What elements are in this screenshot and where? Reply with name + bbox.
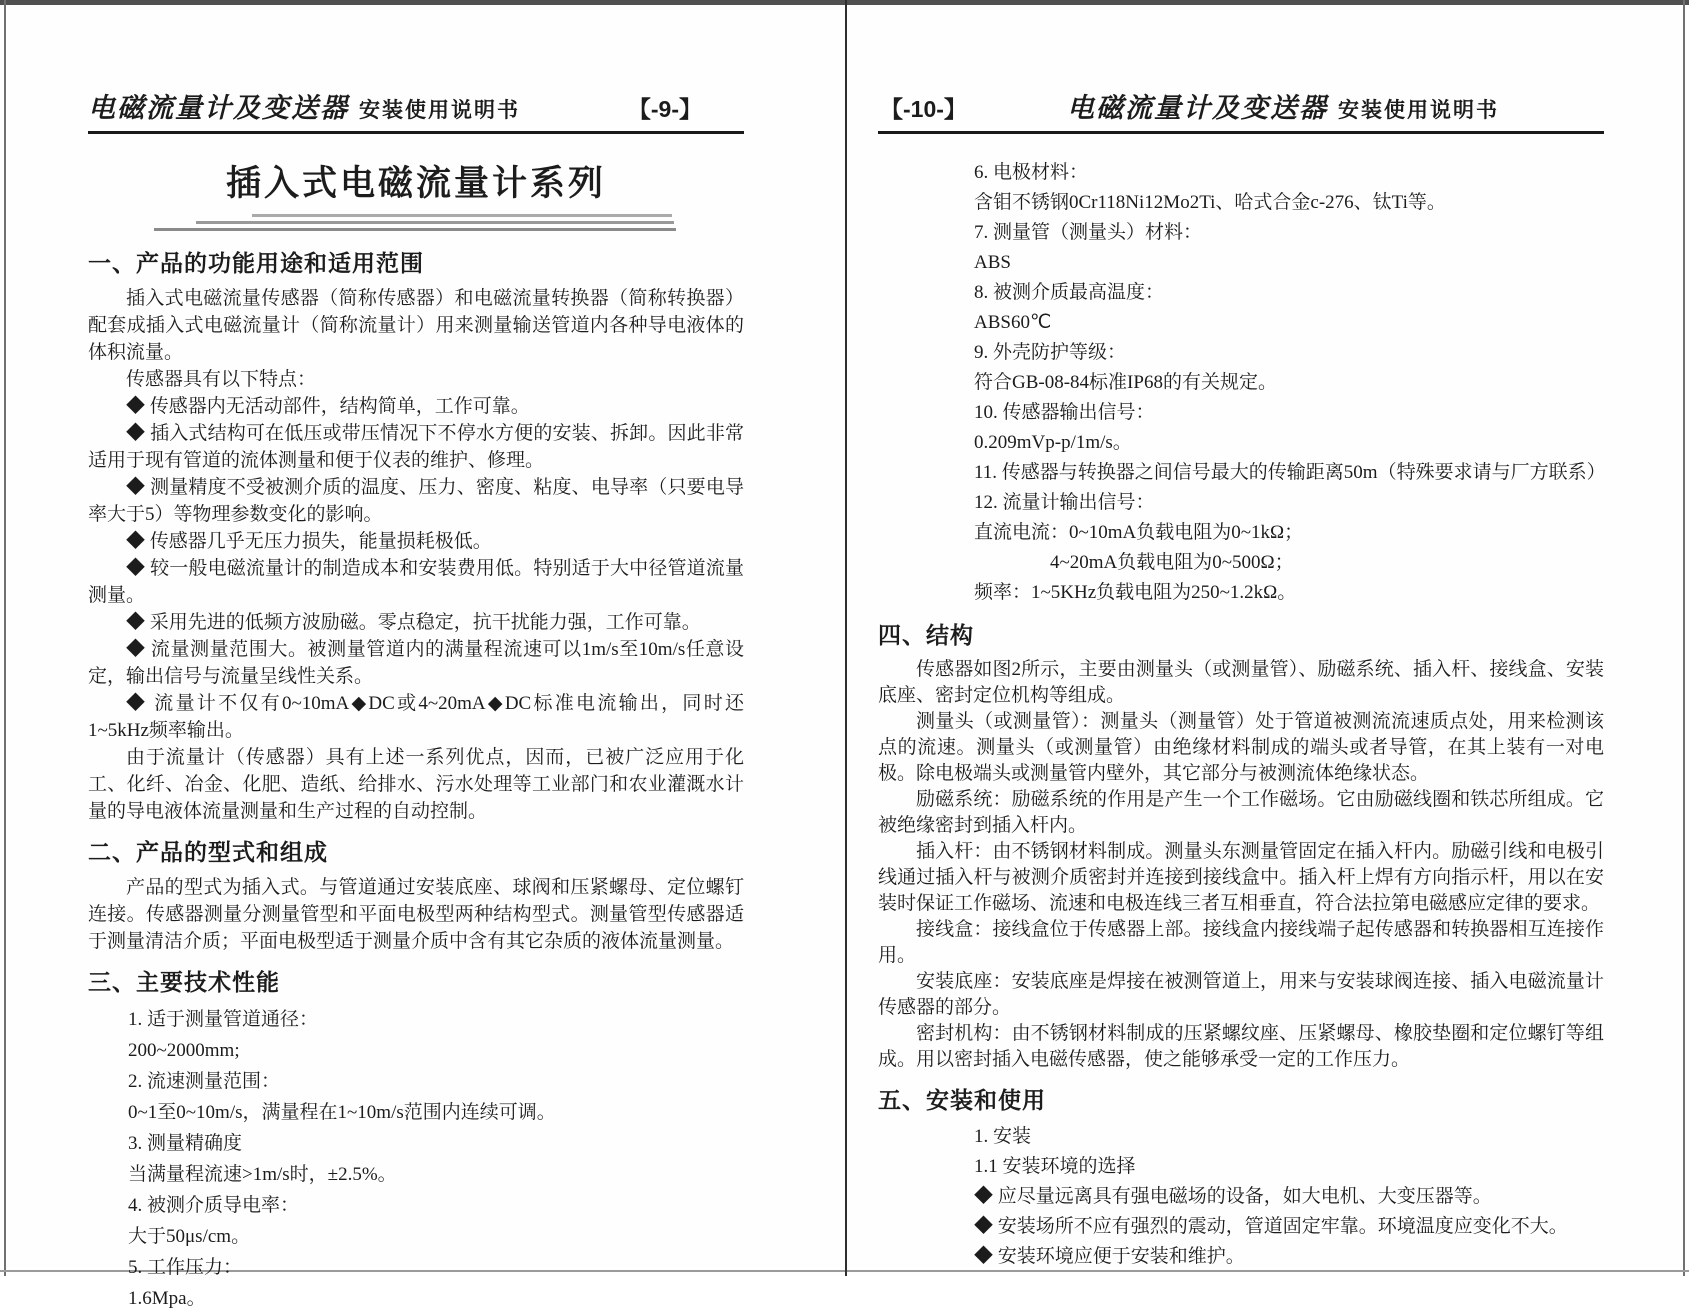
page-9 bbox=[88, 86, 744, 1314]
scan-edge-left bbox=[4, 0, 6, 1276]
spec-line: ◆ 应尽量远离具有强电磁场的设备，如大电机、大变压器等。 bbox=[974, 1186, 1492, 1207]
page-10-header bbox=[878, 86, 1604, 134]
spec-line: ◆ 安装场所不应有强烈的震动，管道固定牢靠。环境温度应变化不大。 bbox=[974, 1216, 1568, 1237]
manual-subtitle: 安装使用说明书 bbox=[1338, 99, 1499, 122]
spec-line: ◆ 安装环境应便于安装和维护。 bbox=[974, 1246, 1245, 1267]
spec-line: 直流电流：0~10mA负载电阻为0~1kΩ； bbox=[974, 522, 1304, 543]
spec-line: 10. 传感器输出信号： bbox=[974, 402, 1155, 423]
title-rule-3 bbox=[154, 228, 676, 231]
spec-line: 0~1至0~10m/s，满量程在1~10m/s范围内连续可调。 bbox=[128, 1102, 556, 1123]
manual-subtitle: 安装使用说明书 bbox=[359, 99, 520, 122]
bullet-item: ◆ 插入式结构可在低压或带压情况下不停水方便的安装、拆卸。因此非常适用于现有管道的流体测量和便于仪表的维护、修理。 bbox=[88, 423, 744, 471]
series-title: 插入式电磁流量计系列 bbox=[225, 164, 606, 203]
paragraph: 励磁系统：励磁系统的作用是产生一个工作磁场。它由励磁线圈和铁芯所组成。它被绝缘密封到插入杆内。 bbox=[878, 789, 1604, 836]
title-rule-2 bbox=[196, 221, 674, 224]
title-underline-rules bbox=[88, 212, 744, 236]
section-heading: 一、产品的功能用途和适用范围 bbox=[88, 250, 424, 276]
scan-edge-right bbox=[1683, 0, 1685, 1276]
page-number-10: 【-10-】 bbox=[880, 96, 967, 122]
section-heading: 四、结构 bbox=[878, 622, 974, 648]
bullet-item: ◆ 采用先进的低频方波励磁。零点稳定，抗干扰能力强，工作可靠。 bbox=[126, 612, 701, 633]
bullet-item: ◆ 传感器内无活动部件，结构简单，工作可靠。 bbox=[126, 396, 530, 417]
spec-line: 6. 电极材料： bbox=[974, 162, 1089, 183]
spec-line: 3. 测量精确度 bbox=[128, 1133, 243, 1154]
page-9-header bbox=[88, 86, 744, 134]
bullet-item: ◆ 传感器几乎无压力损失，能量损耗极低。 bbox=[126, 531, 492, 552]
spec-line: 0.209mVp-p/1m/s。 bbox=[974, 432, 1132, 453]
paragraph: 插入杆：由不锈钢材料制成。测量头东测量管固定在插入杆内。励磁引线和电极引线通过插入杆与被测介质密封并连接到接线盒中。插入杆上焊有方向指示杆，用以在安装时保证工作磁场、流速和电极连线三者互相垂直，符合法拉第电磁感应定律的要求。 bbox=[878, 841, 1604, 914]
spec-line: 11. 传感器与转换器之间信号最大的传输距离50m（特殊要求请与厂方联系） bbox=[974, 462, 1606, 483]
paragraph: 传感器具有以下特点： bbox=[126, 369, 317, 390]
spec-line: 200~2000mm; bbox=[128, 1040, 240, 1061]
page-10-body bbox=[878, 158, 1604, 1272]
spec-line: 4~20mA负载电阻为0~500Ω； bbox=[1050, 552, 1294, 573]
spec-line: 含钼不锈钢0Cr118Ni12Mo2Ti、哈式合金c-276、钛Ti等。 bbox=[974, 192, 1446, 213]
section-heading: 五、安装和使用 bbox=[878, 1087, 1046, 1113]
paragraph: 接线盒：接线盒位于传感器上部。接线盒内接线端子起传感器和转换器相互连接作用。 bbox=[878, 919, 1604, 966]
spec-line: ABS bbox=[974, 252, 1011, 273]
paragraph: 由于流量计（传感器）具有上述一系列优点，因而，已被广泛应用于化工、化纤、冶金、化肥、造纸、给排水、污水处理等工业部门和农业灌溉水计量的导电液体流量测量和生产过程的自动控制。 bbox=[88, 747, 744, 822]
section-heading: 二、产品的型式和组成 bbox=[88, 839, 328, 865]
spec-line: 频率：1~5KHz负载电阻为250~1.2kΩ。 bbox=[974, 582, 1297, 603]
spec-line: 1. 安装 bbox=[974, 1126, 1032, 1147]
spec-line: 2. 流速测量范围： bbox=[128, 1071, 281, 1092]
manual-brand-title: 电磁流量计及变送器 bbox=[1067, 93, 1328, 123]
title-rule-1 bbox=[252, 214, 672, 217]
bullet-item: ◆ 流量测量范围大。被测量管道内的满量程流速可以1m/s至10m/s任意设定，输出信号与流量呈线性关系。 bbox=[88, 639, 744, 687]
paragraph: 安装底座：安装底座是焊接在被测管道上，用来与安装球阀连接、插入电磁流量计传感器的部分。 bbox=[878, 971, 1604, 1018]
paragraph: 密封机构：由不锈钢材料制成的压紧螺纹座、压紧螺母、橡胶垫圈和定位螺钉等组成。用以密封插入电磁传感器，使之能够承受一定的工作压力。 bbox=[878, 1023, 1604, 1070]
spec-line: 符合GB-08-84标准IP68的有关规定。 bbox=[974, 372, 1277, 393]
page-9-body bbox=[88, 248, 744, 1314]
paragraph: 插入式电磁流量传感器（简称传感器）和电磁流量转换器（简称转换器）配套成插入式电磁流量计（简称流量计）用来测量输送管道内各种导电液体的体积流量。 bbox=[88, 288, 744, 363]
spec-line: 5. 工作压力： bbox=[128, 1257, 243, 1278]
paragraph: 产品的型式为插入式。与管道通过安装底座、球阀和压紧螺母、定位螺钉连接。传感器测量分测量管型和平面电极型两种结构型式。测量管型传感器适于测量清洁介质；平面电极型适于测量介质中含有其它杂质的液体流量测量。 bbox=[88, 877, 744, 952]
spec-line: 1.6Mpa。 bbox=[128, 1288, 206, 1309]
bullet-item: ◆ 测量精度不受被测介质的温度、压力、密度、粘度、电导率（只要电导率大于5）等物理参数变化的影响。 bbox=[88, 477, 744, 525]
bullet-item: ◆ 流量计不仅有0~10mA◆DC或4~20mA◆DC标准电流输出，同时还1~5kHz频率输出。 bbox=[88, 693, 744, 741]
spec-line: 7. 测量管（测量头）材料： bbox=[974, 222, 1203, 243]
section-heading: 三、主要技术性能 bbox=[88, 969, 280, 995]
center-gutter-line bbox=[845, 0, 847, 1276]
spec-line: 大于50μs/cm。 bbox=[128, 1226, 251, 1247]
bullet-item: ◆ 较一般电磁流量计的制造成本和安装费用低。特别适于大中径管道流量测量。 bbox=[88, 558, 744, 606]
paragraph: 测量头（或测量管）：测量头（测量管）处于管道被测流流速质点处，用来检测该点的流速。测量头（或测量管）由绝缘材料制成的端头或者导管，在其上装有一对电极。除电极端头或测量管内壁外，其它部分与被测流体绝缘状态。 bbox=[878, 711, 1604, 784]
spec-line: 9. 外壳防护等级： bbox=[974, 342, 1127, 363]
spec-line: 8. 被测介质最高温度： bbox=[974, 282, 1165, 303]
spec-line: 1. 适于测量管道通径： bbox=[128, 1009, 319, 1030]
spec-line: ABS60℃ bbox=[974, 312, 1052, 333]
manual-brand-title: 电磁流量计及变送器 bbox=[88, 93, 349, 123]
spec-line: 1.1 安装环境的选择 bbox=[974, 1156, 1136, 1177]
paragraph: 传感器如图2所示，主要由测量头（或测量管）、励磁系统、插入杆、接线盒、安装底座、密封定位机构等组成。 bbox=[878, 659, 1604, 706]
spec-line: 当满量程流速>1m/s时，±2.5%。 bbox=[128, 1164, 397, 1185]
spec-line: 12. 流量计输出信号： bbox=[974, 492, 1155, 513]
page-number-9: 【-9-】 bbox=[627, 96, 702, 122]
page-10 bbox=[878, 86, 1604, 1272]
spec-line: 4. 被测介质导电率： bbox=[128, 1195, 300, 1216]
